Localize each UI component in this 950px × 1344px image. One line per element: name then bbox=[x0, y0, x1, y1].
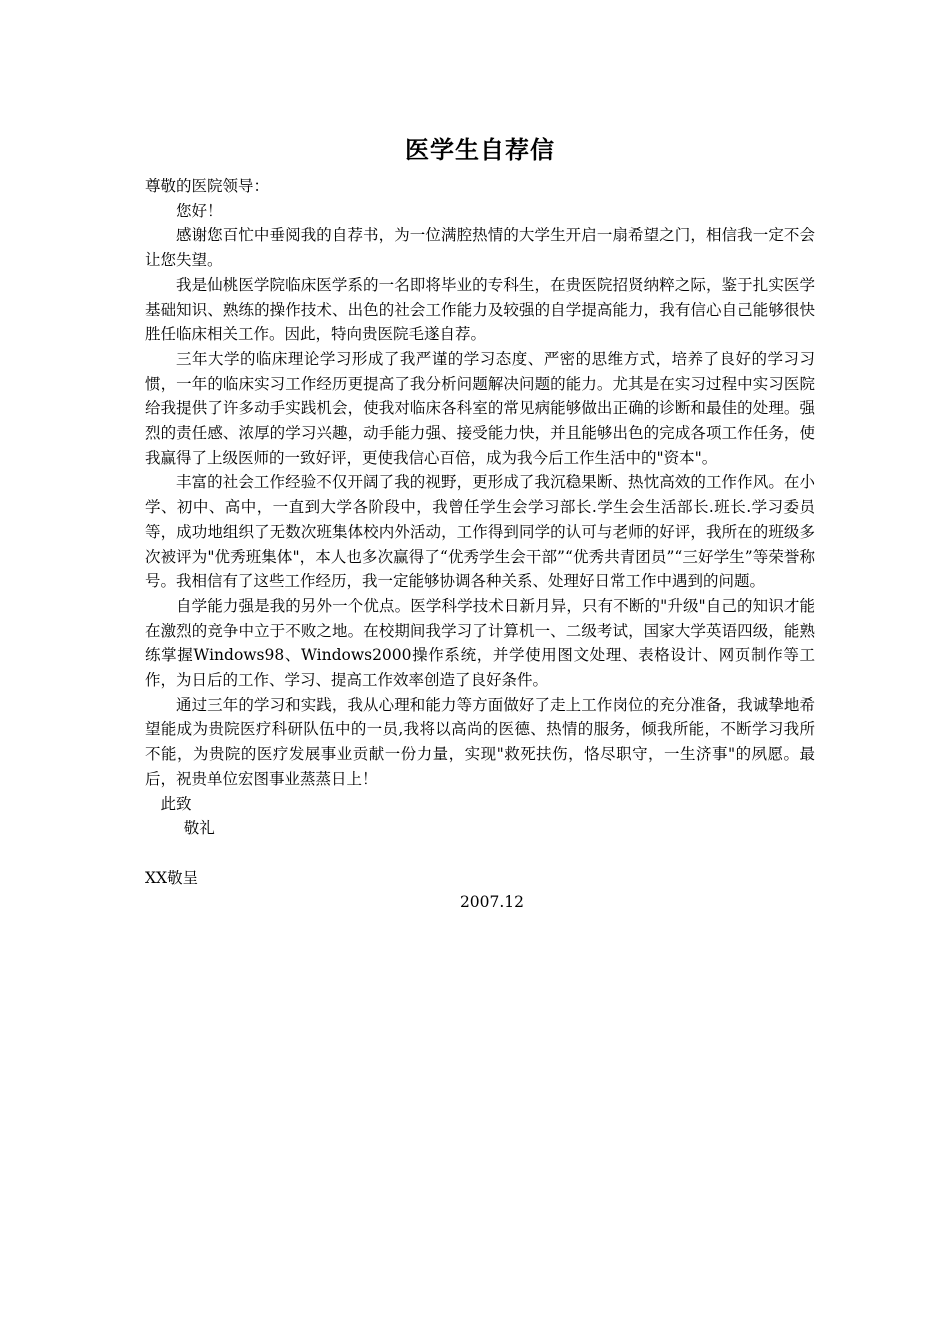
letter-page bbox=[145, 130, 815, 915]
paragraph-conclusion: 通过三年的学习和实践，我从心理和能力等方面做好了走上工作岗位的充分准备，我诚挚地希望能成为贵院医疗科研队伍中的一员,我将以高尚的医德、热情的服务，倾我所能，不断学习我所不能，为贵院的医疗发展事业贡献一份力量，实现"救死扶伤，恪尽职守，一生济事"的夙愿。最后，祝贵单位宏图事业蒸蒸日上！ bbox=[145, 695, 815, 788]
signature: XX敬呈 bbox=[145, 868, 199, 887]
paragraph-thanks: 感谢您百忙中垂阅我的自荐书，为一位满腔热情的大学生开启一扇希望之门，相信我一定不会让您失望。 bbox=[145, 226, 815, 270]
salutation: 尊敬的医院领导： bbox=[145, 177, 270, 195]
spacer bbox=[145, 841, 815, 866]
paragraph-social-work: 丰富的社会工作经验不仅开阔了我的视野，更形成了我沉稳果断、热忱高效的工作作风。在小学、初中、高中，一直到大学各阶段中，我曾任学生会学习部长.学生会生活部长.班长.学习委员等，成功地组织了无数次班集体校内外活动，工作得到同学的认可与老师的好评，我所在的班级多次被评为"优秀班集体"，本人也多次赢得了“优秀学生会干部”“优秀共青团员”“三好学生”等荣誉称号。我相信有了这些工作经历，我一定能够协调各种关系、处理好日常工作中遇到的问题。 bbox=[145, 473, 815, 591]
closing-line-1: 此致 bbox=[160, 794, 192, 813]
greeting: 您好！ bbox=[176, 201, 223, 220]
paragraph-self-learning: 自学能力强是我的另外一个优点。医学科学技术日新月异，只有不断的"升级"自己的知识才能在激烈的竞争中立于不败之地。在校期间我学习了计算机一、二级考试，国家大学英语四级，能熟练掌握Windows98、Windows2000操作系统，并学使用图文处理、表格设计、网页制作等工作，为日后的工作、学习、提高工作效率创造了良好条件。 bbox=[145, 596, 815, 690]
paragraph-introduction: 我是仙桃医学院临床医学系的一名即将毕业的专科生，在贵医院招贤纳粹之际，鉴于扎实医学基础知识、熟练的操作技术、出色的社会工作能力及较强的自学提高能力，我有信心自己能够很快胜任临床相关工作。因此，特向贵医院毛遂自荐。 bbox=[145, 275, 815, 344]
paragraph-study: 三年大学的临床理论学习形成了我严谨的学习态度、严密的思维方式，培养了良好的学习习惯，一年的临床实习工作经历更提高了我分析问题解决问题的能力。尤其是在实习过程中实习医院给我提供了许多动手实践机会，使我对临床各科室的常见病能够做出正确的诊断和最佳的处理。强烈的责任感、浓厚的学习兴趣，动手能力强、接受能力快，并且能够出色的完成各项工作任务，使我赢得了上级医师的一致好评，更使我信心百倍，成为我今后工作生活中的"资本"。 bbox=[145, 349, 815, 467]
closing-line-2: 敬礼 bbox=[183, 819, 215, 838]
letter-title: 医学生自荐信 bbox=[405, 136, 555, 164]
letter-date: 2007.12 bbox=[459, 893, 525, 912]
